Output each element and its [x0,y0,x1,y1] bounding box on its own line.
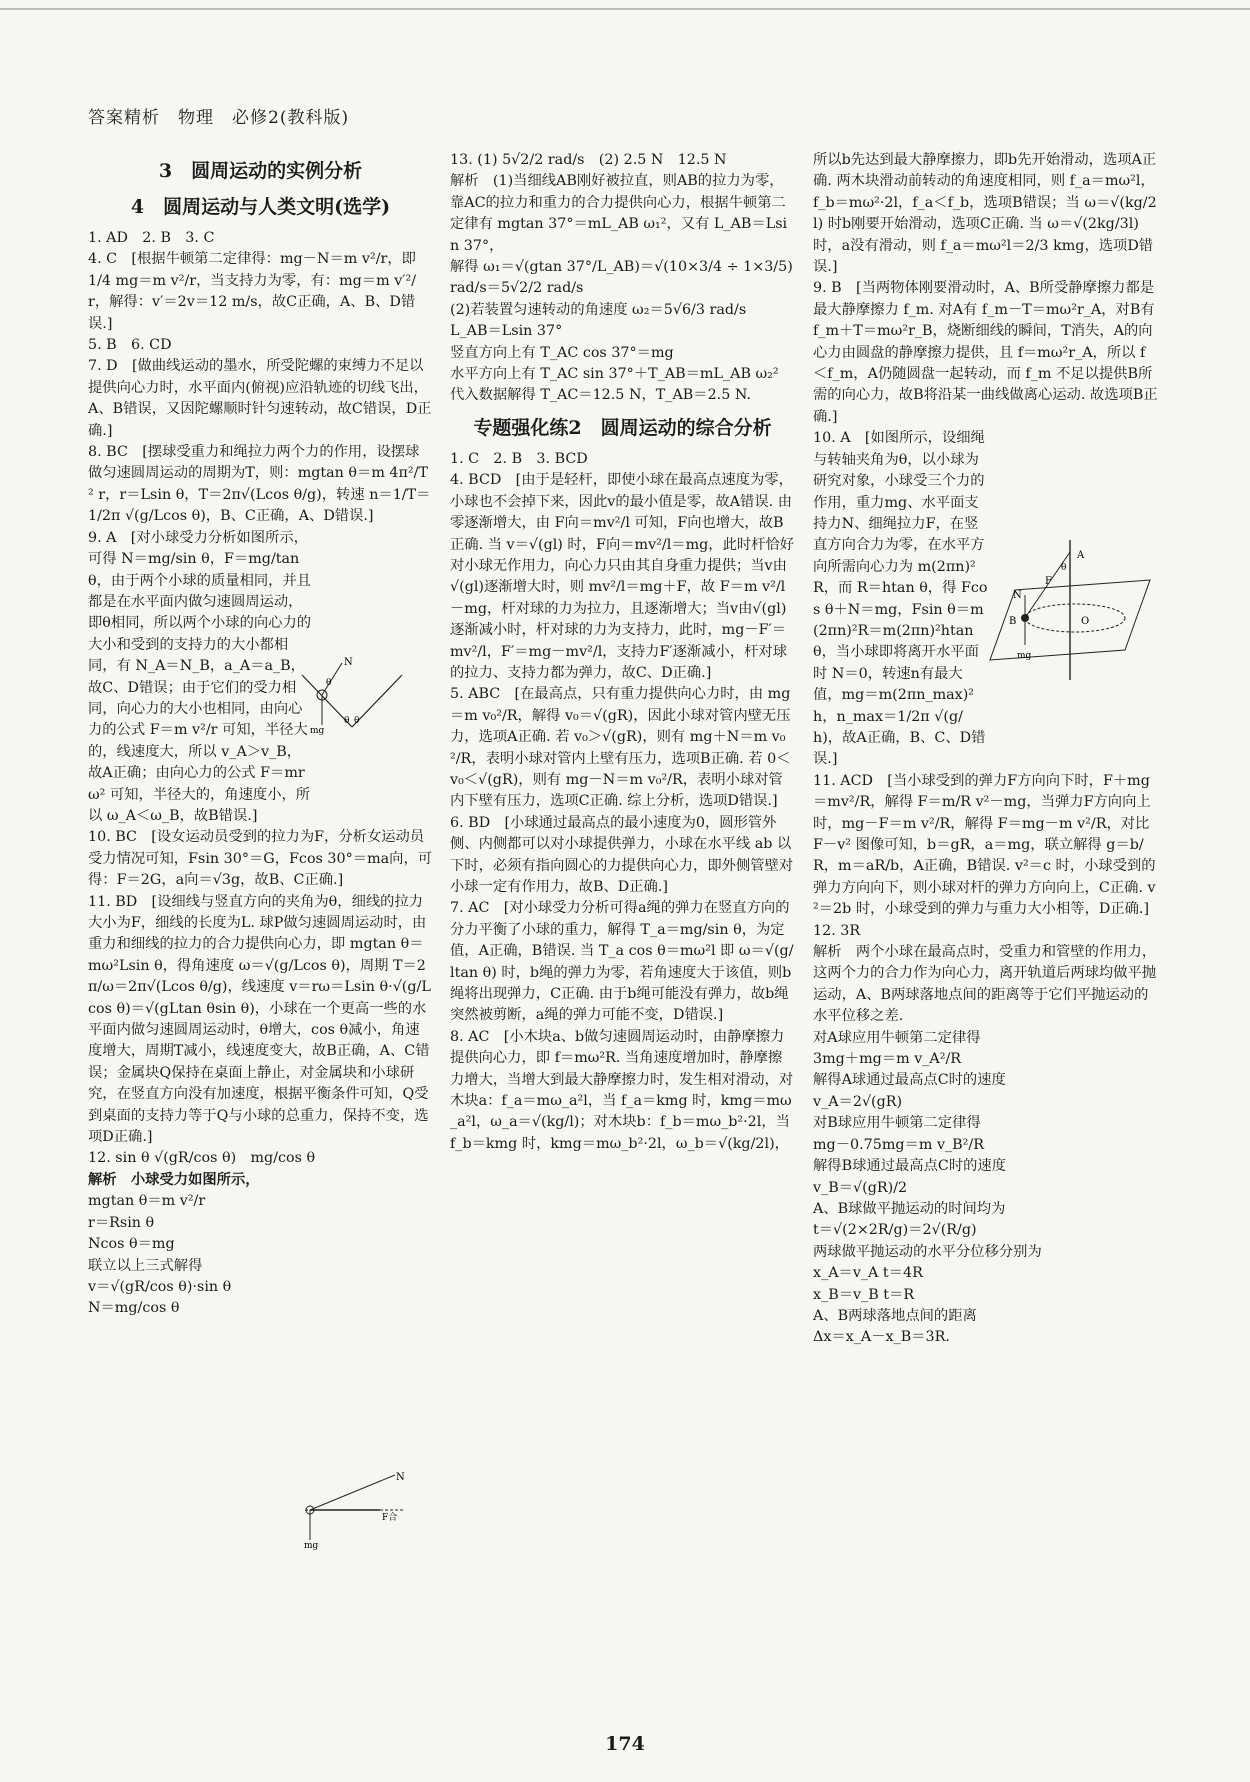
fig9-label: θ [354,716,360,726]
page-top-rule [0,8,1250,10]
figure-q12-force-diagram [300,1470,410,1550]
fig10-label: O [1081,616,1090,627]
answer-line: v_A＝2√(gR) [813,1093,903,1110]
answer-line: 解得A球通过最高点C时的速度 [813,1072,1006,1089]
answer-line: mgtan θ＝m v²/r [88,1193,206,1210]
section-title-3: 3 圆周运动的实例分析 [158,160,363,182]
answer-line: 解析 (1)当细线AB刚好被拉直，则AB的拉力为零，靠AC的拉力和重力的合力提供向心力，根据牛顿第二定律有 mgtan 37°＝mL_AB ω₁²，又有 L_AB＝Lsin 37°， [450,173,788,254]
answer-line: 对A球应用牛顿第二定律得 [813,1029,981,1046]
answer-line: 10. A [如图所示，设细绳与转轴夹角为θ，以小球为研究对象，小球受三个力的作用，重力mg、水平面支持力N、细绳拉力F，在竖直方向合力为零，在水平方向所需向心力为 m(2πn)²R，而 R＝htan θ，得 Fcos θ＋N＝mg，Fsin θ＝m(2πn)²R＝m(2πn)²htan θ，当小球即将离开水平面时 N＝0，转速n有最大值，mg＝m(2πn_max)²h，n_max＝1/2π √(g/h)，故A正确，B、C、D错误.] [813,430,988,768]
answer-line: 解得B球通过最高点C时的速度 [813,1158,1007,1175]
answer-line: 6. BD [小球通过最高点的最小速度为0，圆形管外侧、内侧都可以对小球提供弹力，小球在水平线 ab 以下时，必须有指向圆心的力提供向心力，即外侧管壁对小球一定有作用力，故B、D正确.] [450,814,794,895]
section-title-special: 专题强化练2 圆周运动的综合分析 [473,416,772,439]
answer-line: 11. ACD [当小球受到的弹力F方向向下时，F＋mg＝mv²/R，解得 F＝m/R v²－mg，当弹力F方向向上时，mg－F＝m v²/R，解得 F＝mg－m v²/R，对比 F－v² 图像可知，b＝gR，a＝mg，联立解得 g＝b/R，m＝aR/b，A正确，B错误. v²＝c 时，小球受到的弹力方向向下，则小球对杆的弹力方向向上，C正确. v²＝2b 时，小球受到的弹力与重力大小相等，D正确.] [813,772,1156,918]
figure-q9-force-diagram [292,655,412,735]
figure-q10-turntable-diagram [985,540,1155,680]
answer-line: r＝Rsin θ [88,1214,155,1231]
answer-line: 3mg＋mg＝m v_A²/R [813,1051,962,1068]
column-right [813,150,1158,1349]
answer-line: 11. BD [设细线与竖直方向的夹角为θ，细线的拉力大小为F，细线的长度为L. 球P做匀速圆周运动时，由重力和细线的拉力的合力提供向心力，即 mgtan θ＝mω²Lsin θ，得角速度 ω＝√(g/Lcos θ)，周期 T＝2π/ω＝2π√(Lcos θ/g)，线速度 v＝rω＝Lsin θ·√(g/Lcos θ)＝√(gLtan θsin θ)，小球在一个更高一些的水平面内做匀速圆周运动时，θ增大，cos θ减小，角速度增大，周期T减小，线速度变大，故B正确，A、C错误；金属块Q保持在桌面上静止，对金属块和小球研究，在竖直方向没有加速度，根据平衡条件可知，Q受到桌面的支持力等于Q与小球的总重力，保持不变，选项D正确.] [88,893,431,1146]
fig9-label: N [344,657,353,668]
fig9-label: θ [344,716,350,726]
answer-line: t＝√(2×2R/g)＝2√(R/g) [813,1222,977,1239]
answer-line: 13. (1) 5√2/2 rad/s (2) 2.5 N 12.5 N [450,152,727,168]
answer-line: x_B＝v_B t＝R [813,1286,915,1303]
answer-line: 对B球应用牛顿第二定律得 [813,1115,981,1132]
answer-line: Ncos θ＝mg [88,1236,175,1253]
answer-line: mg－0.75mg＝m v_B²/R [813,1136,984,1153]
answer-line: v＝√(gR/cos θ)·sin θ [88,1278,232,1295]
answer-line: 解得 ω₁＝√(gtan 37°/L_AB)＝√(10×3/4 ÷ 1×3/5) rad/s＝5√2/2 rad/s [450,259,793,297]
fig9-label: mg [310,726,325,735]
answer-line: 5. ABC [在最高点，只有重力提供向心力时，由 mg＝m v₀²/R，解得 v₀＝√(gR)，因此小球对管内壁无压力，选项A正确. 若 v₀＞√(gR)，则有 mg＋N＝m v₀²/R，表明小球对管内上壁有压力，选项B正确. 若 0＜v₀＜√(gR)，则有 mg－N＝m v₀²/R，表明小球对管内下壁有压力，选项C正确. 综上分析，选项D错误.] [450,686,791,810]
fig10-label: θ [1061,563,1067,573]
answer-line: 两球做平抛运动的水平分位移分别为 [813,1243,1042,1260]
answer-line: x_A＝v_A t＝4R [813,1265,923,1282]
page-header: 答案精析 物理 必修2(教科版) [88,108,350,128]
answer-line: v_B＝√(gR)/2 [813,1179,908,1196]
answer-line: 解析 小球受力如图所示， [88,1171,260,1188]
answer-line: 代入数据解得 T_AC＝12.5 N，T_AB＝2.5 N. [450,387,751,404]
answer-line: 7. AC [对小球受力分析可得a绳的弹力在竖直方向的分力平衡了小球的重力，解得 T_a＝mg/sin θ，为定值，A正确，B错误. 当 T_a cos θ＝mω²l 即 ω＝√(g/ltan θ) 时，b绳的弹力为零，若角速度大于该值，则b绳将出现弹力，C正确. 由于b绳可能没有弹力，故b绳突然被剪断，a绳的弹力可能不变，D错误.] [450,900,794,1024]
answer-line: 9. B [当两物体刚要滑动时，A、B所受静摩擦力都是最大静摩擦力 f_m. 对A有 f_m－T＝mω²r_A，对B有 f_m＋T＝mω²r_B，烧断细线的瞬间，T消失，A的向心力由圆盘的静摩擦力提供，且 f＝mω²r_A，所以 f＜f_m，A仍随圆盘一起转动，而 f_m 不足以提供B所需的向心力，故B将沿某一曲线做离心运动. 故选项B正确.] [813,280,1158,425]
answer-line: 12. 3R [813,922,861,939]
fig10-label: N [1013,590,1022,601]
answer-line: 联立以上三式解得 [88,1257,203,1274]
answer-line: Δx＝x_A－x_B＝3R. [813,1329,950,1346]
fig9-label: θ [326,678,332,688]
answer-line: 8. AC [小木块a、b做匀速圆周运动时，由静摩擦力提供向心力，即 f＝mω²R. 当角速度增加时，静摩擦力增大，当增大到最大静摩擦力时，发生相对滑动，对木块a：f_a＝mω_a²l，当 f_a＝kmg 时，kmg＝mω_a²l，ω_a＝√(kg/l)；对木块b：f_b＝mω_b²·2l，当 f_b＝kmg 时，kmg＝mω_b²·2l，ω_b＝√(kg/2l)， [450,1028,794,1152]
answer-line: (2)若装置匀速转动的角速度 ω₂＝5√6/3 rad/s [450,301,747,318]
fig12-label: mg [304,1541,319,1550]
answer-line: 4. C [根据牛顿第二定律得：mg－N＝m v²/r，即 1/4 mg＝m v²/r，当支持力为零，有：mg＝m v′²/r，解得：v′＝2v＝12 m/s，故C正确，A、B、D错误.] [88,251,417,332]
column-middle [450,150,795,1155]
answer-line: 水平方向上有 T_AC sin 37°＋T_AB＝mL_AB ω₂² [450,366,779,383]
fig12-label: F合 [382,1513,398,1523]
answer-line: 12. sin θ √(gR/cos θ) mg/cos θ [88,1150,316,1167]
answer-line: 1. AD 2. B 3. C [88,230,215,246]
answer-line: A、B球做平抛运动的时间均为 [813,1200,1006,1217]
fig10-label: F [1045,576,1052,587]
answer-line: 所以b先达到最大静摩擦力，即b先开始滑动，选项A正确. 两木块滑动前转动的角速度相同，则 f_a＝mω²l，f_b＝mω²·2l，f_a＜f_b，选项B错误；当 ω＝√(kg/2l) 时b刚要开始滑动，选项C正确. 当 ω＝√(2kg/3l) 时，a没有滑动，则 f_a＝mω²l＝2/3 kmg，选项D错误.] [813,152,1157,276]
answer-line: A、B两球落地点间的距离 [813,1307,977,1324]
answer-line: 8. BC [摆球受重力和绳拉力两个力的作用，设摆球做匀速圆周运动的周期为T，则：mgtan θ＝m 4π²/T² r，r＝Lsin θ，T＝2π√(Lcos θ/g)，转速 n＝1/T＝1/2π √(g/Lcos θ)，B、C正确，A、D错误.] [88,444,431,525]
answer-line: N＝mg/cos θ [88,1300,180,1317]
page-number: 174 [605,1733,645,1755]
answer-line: 10. BC [设女运动员受到的拉力为F，分析女运动员受力情况可知，Fsin 30°＝G，Fcos 30°＝ma向，可得：F＝2G，a向＝√3g，故B、C正确.] [88,829,433,889]
answer-line: 1. C 2. B 3. BCD [450,450,588,467]
answer-line: 4. BCD [由于是轻杆，即使小球在最高点速度为零，小球也不会掉下来，因此v的最小值是零，故A错误. 由零逐渐增大，由 F向＝mv²/l 可知，F向也增大，故B正确. 当 v＝√(gl) 时，F向＝mv²/l＝mg，此时杆恰好对小球无作用力，向心力只由其自身重力提供；当v由√(gl)逐渐增大时，则 mv²/l＝mg＋F，故 F＝m v²/l－mg，杆对球的力为拉力，且逐渐增大；当v由√(gl)逐渐减小时，杆对球的力为支持力，此时，mg－F′＝mv²/l，F′＝mg－mv²/l，支持力F′逐渐减小，杆对球的拉力、支持力都为弹力，故C、D正确.] [450,472,795,681]
answer-line: 5. B 6. CD [88,337,172,354]
answer-line: L_AB＝Lsin 37° [450,323,563,340]
answer-line: 7. D [做曲线运动的墨水，所受陀螺的束缚力不足以提供向心力时，水平面内(俯视)应沿轨迹的切线飞出，A、B错误，又因陀螺顺时针匀速转动，故C错误，D正确.] [88,358,432,439]
fig12-label: N [396,1472,405,1483]
fig10-label: B [1009,616,1017,627]
section-title-4: 4 圆周运动与人类文明(选学) [130,196,391,218]
answer-line: 竖直方向上有 T_AC cos 37°＝mg [450,344,674,361]
answer-line: 9. A [对小球受力分析如图所示，可得 N＝mg/sin θ，F＝mg/tan θ，由于两个小球的质量相同，并且都是在水平面内做匀速圆周运动，即θ相同，所以两个小球的向心力的大小和受到的支持力的大小都相同，有 N_A＝N_B，a_A＝a_B，故C、D错误；由于它们的受力相同，向心力的大小也相同，由向心力的公式 F＝m v²/r 可知，半径大的，线速度大，所以 v_A＞v_B，故A正确；由向心力的公式 F＝mrω² 可知，半径大的，角速度小，所以 ω_A＜ω_B，故B错误.] [88,529,312,824]
fig10-label: mg [1017,651,1032,661]
fig10-label: A [1077,550,1085,561]
answer-line: 解析 两个小球在最高点时，受重力和管壁的作用力，这两个力的合力作为向心力，离开轨道后两球均做平抛运动，A、B两球落地点间的距离等于它们平抛运动的水平位移之差. [813,944,1157,1025]
